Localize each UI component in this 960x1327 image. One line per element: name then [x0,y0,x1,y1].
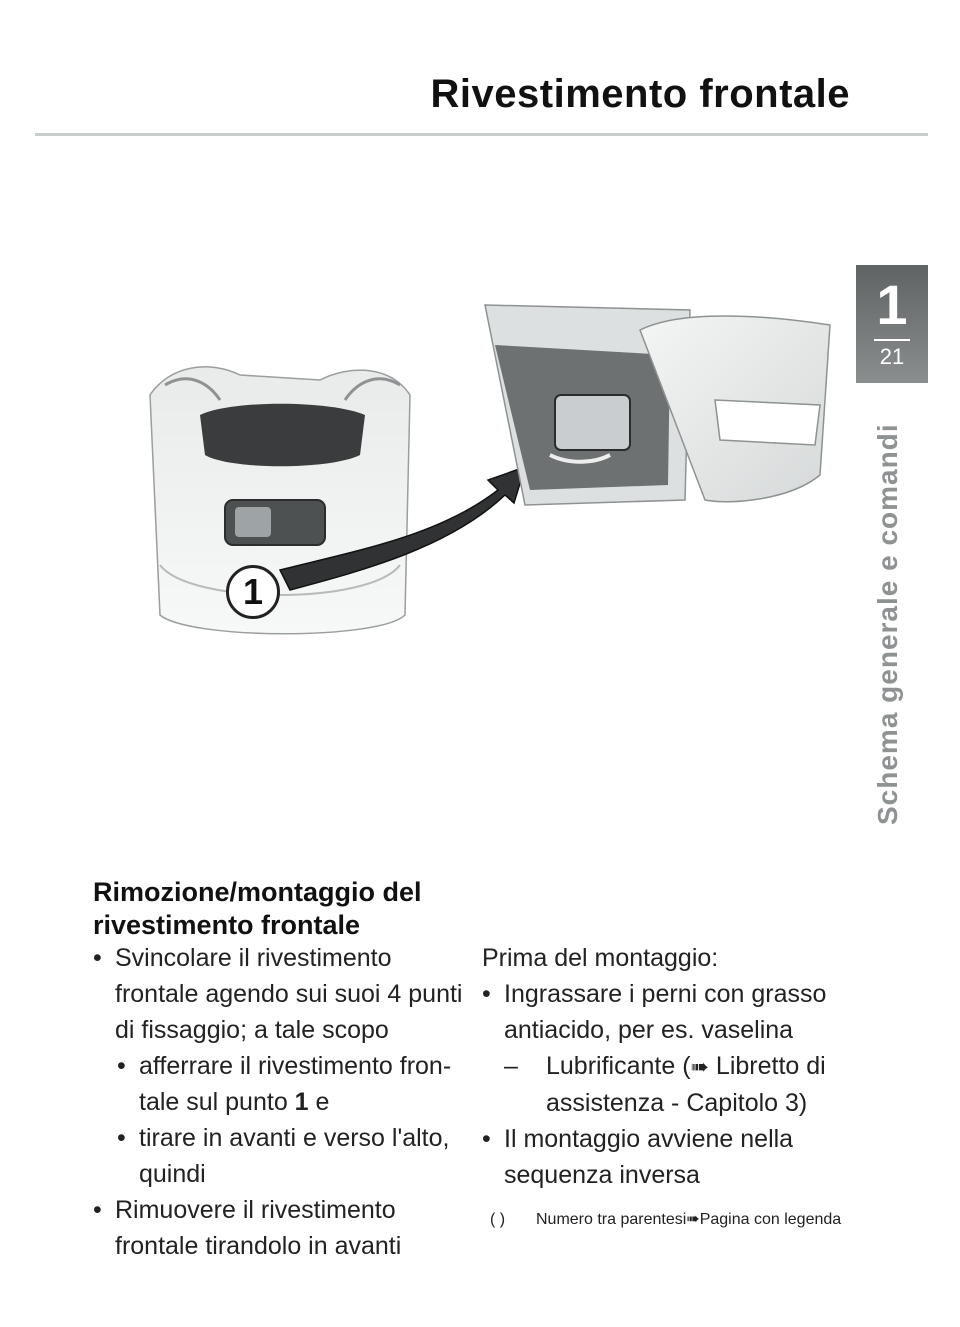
list-item-text: Svincolare il rivestimento frontale agendo sui suoi 4 punti di fissaggio; a tale scopo [115,944,463,1044]
chapter-number: 1 [876,273,908,336]
legend-arrow-icon: ➠ [686,1211,700,1228]
list-item [482,976,862,1048]
chapter-tab [856,265,928,383]
intro-text: Prima del montaggio: [482,944,719,972]
list-item [117,1120,473,1192]
list-item-text: Lubrificante ( [546,1052,691,1080]
list-item-text: Libretto di assistenza - Capitolo 3) [546,1052,826,1117]
list-item [93,940,473,1048]
bullet: • [482,980,491,1008]
page-number: 21 [879,344,905,369]
bullet: • [482,1125,491,1153]
legend-note [490,1205,870,1235]
legend-text-part: Numero tra parentesi [536,1211,687,1228]
dash-item [504,1048,862,1121]
legend-text-part: Pagina con legenda [699,1211,842,1228]
detail-view [485,305,830,505]
bullet: • [93,944,102,972]
list-item [482,1121,862,1193]
callout-label: 1 [226,565,280,619]
list-item [117,1048,473,1120]
list-item-text: afferrare il rivestimento fron-tale sul punto [139,1052,452,1116]
list-item-text: Ingrassare i perni con grasso antiacido, per es. vaselina [504,980,827,1044]
point-reference: 1 [294,1088,309,1116]
motorcycle-front-view [150,367,410,634]
reference-arrow-icon: ➠ [690,1054,709,1079]
left-column [93,940,473,1264]
bullet: • [117,1052,126,1080]
list-item-text: Rimuovere il rivestimento frontale tirandolo in avanti [115,1196,402,1260]
bullet: • [93,1196,102,1224]
bullet: • [117,1124,126,1152]
dash-bullet: – [504,1052,518,1080]
section-heading: Rimozione/montaggio del rivestimento frontale [93,877,422,940]
legend-paren: ( ) [490,1211,506,1228]
page-title: Rivestimento frontale [430,72,850,116]
list-item-text: tirare in avanti e verso l'alto, quindi [139,1124,450,1188]
tab-divider [874,339,910,341]
right-column [482,940,862,1193]
list-item-text: Il montaggio avviene nella sequenza inversa [504,1125,794,1189]
side-title: Schema generale e comandi [872,423,903,825]
legend-text [490,1205,870,1235]
list-item-text: e [308,1088,330,1116]
title-rule [35,133,928,136]
list-item [93,1192,473,1264]
